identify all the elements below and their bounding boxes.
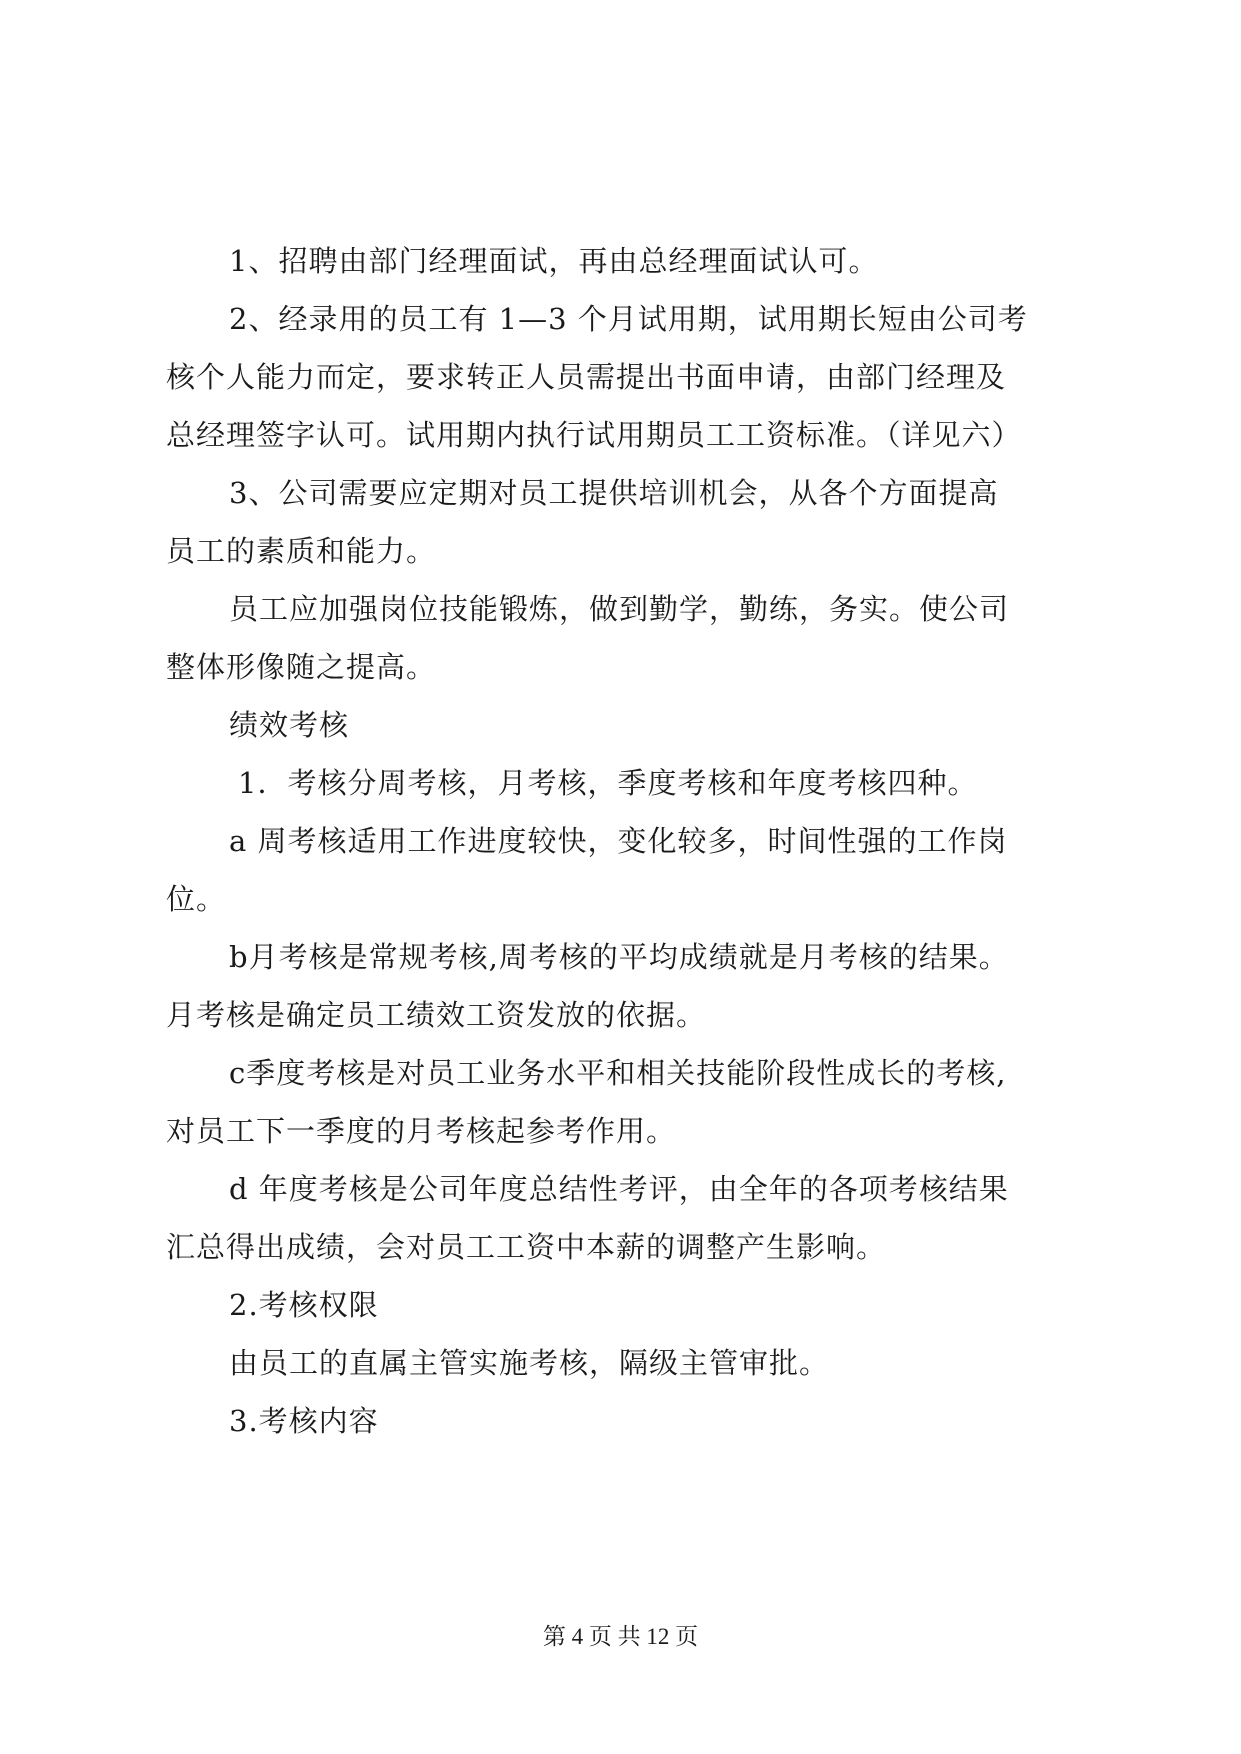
paragraph-line: 位。: [166, 882, 227, 916]
paragraph-line: a 周考核适用工作进度较快，变化较多，时间性强的工作岗: [229, 824, 1008, 858]
paragraph-line: c季度考核是对员工业务水平和相关技能阶段性成长的考核,: [229, 1056, 1007, 1090]
paragraph-line: b月考核是常规考核,周考核的平均成绩就是月考核的结果。: [229, 940, 1009, 974]
paragraph-line: 1．考核分周考核，月考核，季度考核和年度考核四种。: [238, 766, 978, 800]
paragraph-line: 对员工下一季度的月考核起参考作用。: [166, 1114, 677, 1148]
page-number-footer: 第 4 页 共 12 页: [542, 1624, 699, 1649]
paragraph-line: d 年度考核是公司年度总结性考评，由全年的各项考核结果: [229, 1172, 1009, 1206]
paragraph-line: 月考核是确定员工绩效工资发放的依据。: [166, 998, 707, 1032]
paragraph-line: 1、招聘由部门经理面试，再由总经理面试认可。: [229, 244, 879, 278]
paragraph-line: 3、公司需要应定期对员工提供培训机会，从各个方面提高: [229, 476, 999, 510]
paragraph-line: 员工应加强岗位技能锻炼，做到勤学，勤练，务实。使公司: [229, 592, 1010, 626]
paragraph-line: 总经理签字认可。试用期内执行试用期员工工资标准。（详见六）: [166, 418, 1022, 452]
subsection-heading: 3.考核内容: [229, 1404, 379, 1438]
document-body: [166, 232, 1086, 1450]
paragraph-line: 员工的素质和能力。: [166, 534, 437, 568]
paragraph-line: 核个人能力而定，要求转正人员需提出书面申请，由部门经理及: [166, 360, 1007, 394]
subsection-heading: 2.考核权限: [229, 1288, 379, 1322]
paragraph-line: 整体形像随之提高。: [166, 650, 437, 684]
paragraph-line: 汇总得出成绩，会对员工工资中本薪的调整产生影响。: [166, 1230, 887, 1264]
paragraph-line: 2、经录用的员工有 1—3 个月试用期，试用期长短由公司考: [229, 302, 1028, 336]
section-heading: 绩效考核: [229, 708, 350, 742]
paragraph-line: 由员工的直属主管实施考核，隔级主管审批。: [229, 1346, 830, 1380]
